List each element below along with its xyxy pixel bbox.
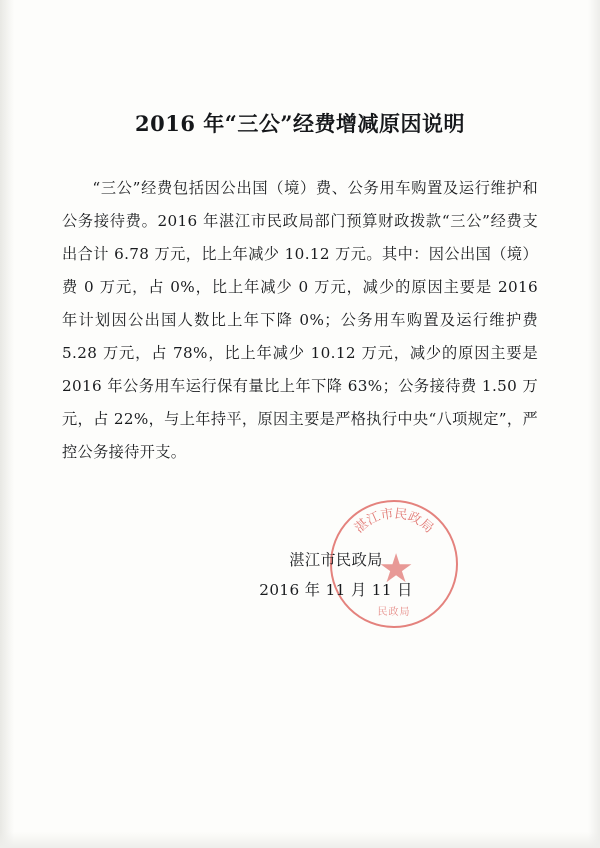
- seal-bottom-label: 民政局: [377, 607, 411, 618]
- signature-organization: 湛江市民政局: [289, 551, 383, 569]
- signature-block: [0, 545, 600, 605]
- document-body: [62, 172, 538, 469]
- seal-arc-label: 湛江市民政局: [351, 506, 437, 537]
- signature-date: 2016 年 11 月 11 日: [259, 581, 413, 599]
- body-paragraph: “三公”经费包括因公出国（境）费、公务用车购置及运行维护和公务接待费。2016 年湛江市民政局部门预算财政拨款“三公”经费支出合计 6.78 万元，比上年减少 10.12 万元。其中：因公出国（境）费 0 万元，占 0%，比上年减少 0 万元，减少的原因主要是 2016 年计划因公出国人数比上年下降 0%；公务用车购置及运行维护费 5.28 万元，占 78%，比上年减少 10.12 万元，减少的原因主要是 2016 年公务用车运行保有量比上年下降 63%；公务接待费 1.50 万元，占 22%，与上年持平，原因主要是严格执行中央“八项规定”，严控公务接待开支。: [62, 179, 538, 461]
- page-title: 2016 年“三公”经费增减原因说明: [135, 111, 465, 136]
- scan-edge-shadow-bottom: [0, 832, 600, 848]
- seal-star-icon: ★: [378, 545, 414, 592]
